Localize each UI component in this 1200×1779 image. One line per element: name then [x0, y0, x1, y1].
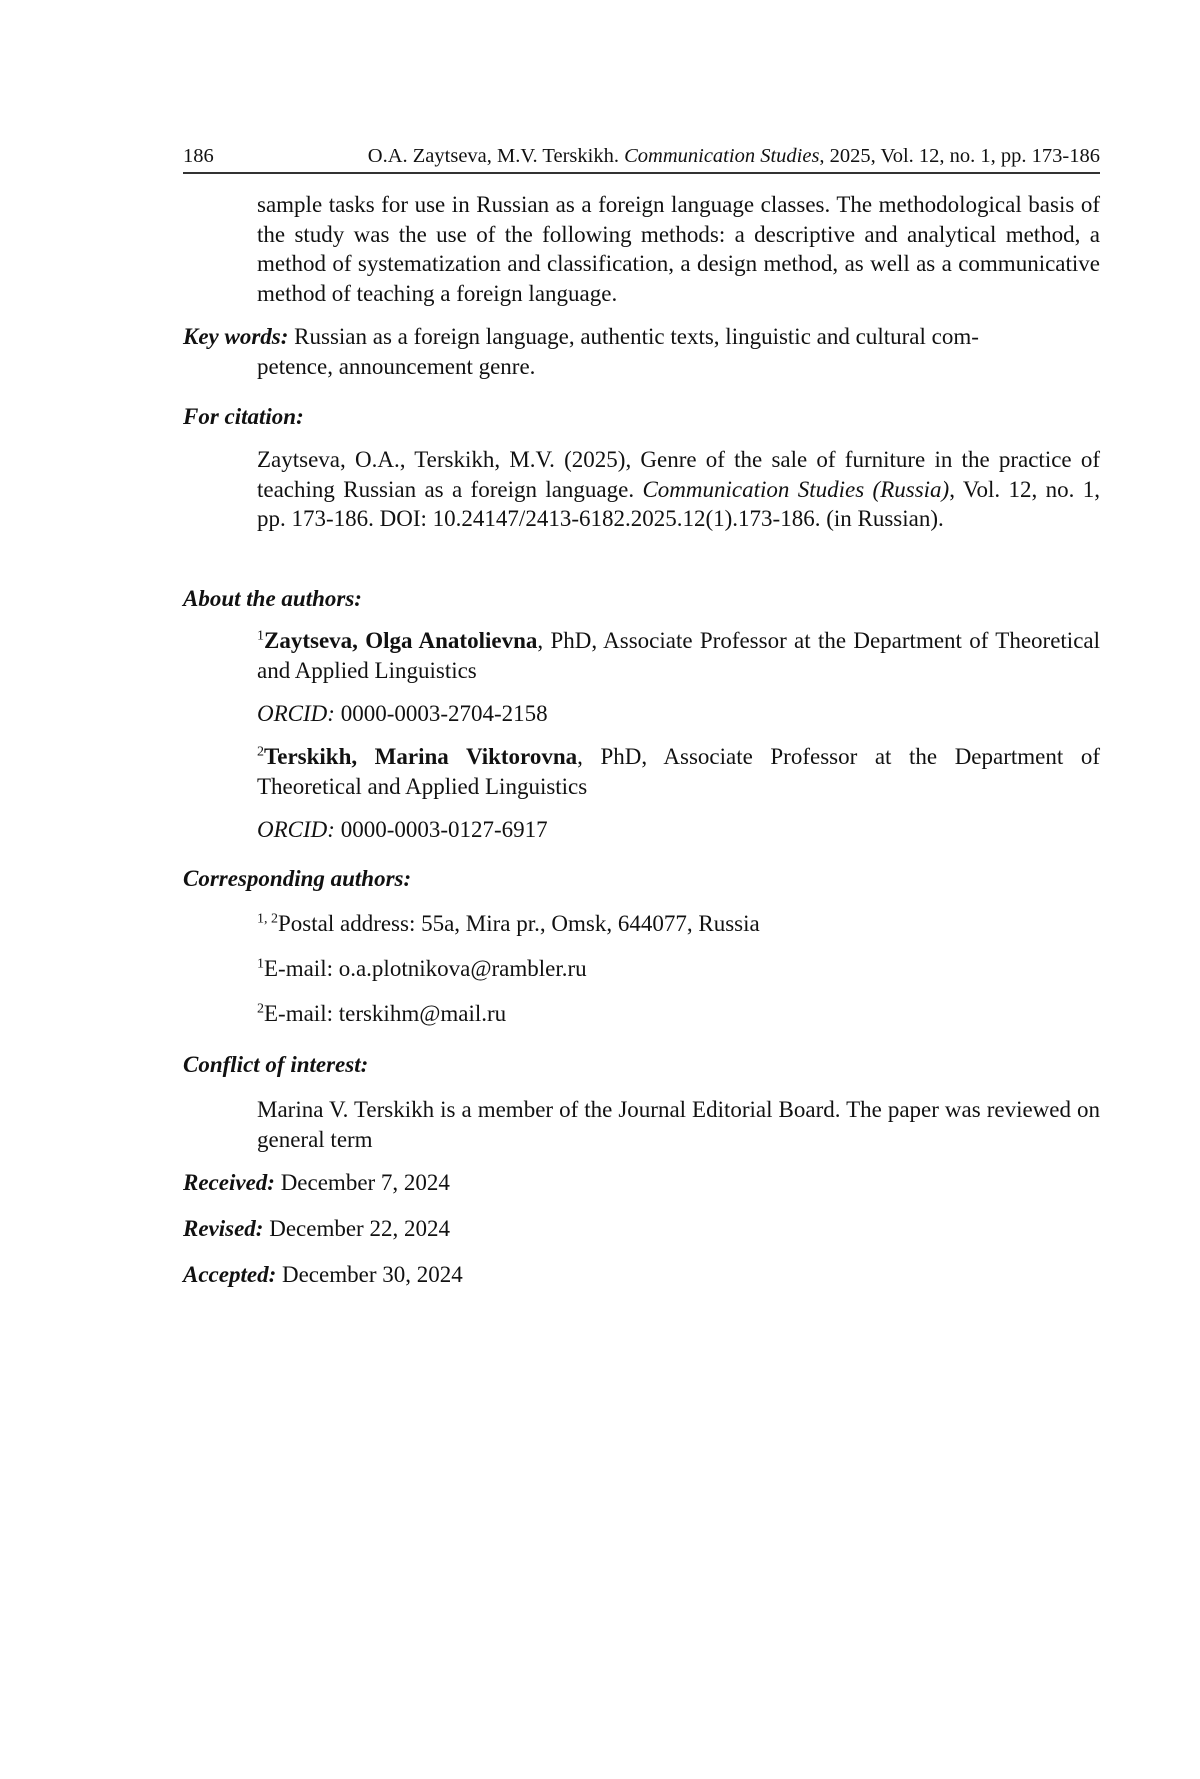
citation-part1: Zaytseva, O.A., Terskikh, M.V. (2025), Genre of the sale of furniture in the practice of teaching Russian as a foreign language.: [257, 447, 1100, 502]
running-header: [183, 145, 1100, 171]
orcid-label: ORCID:: [257, 701, 335, 726]
received-date: December 7, 2024: [274, 1170, 450, 1195]
citation-text: [257, 445, 1100, 534]
author-2-sup: 2: [257, 744, 264, 760]
postal-text: Postal address: 55a, Mira pr., Omsk, 644077, Russia: [278, 911, 760, 936]
author-2-desc: , PhD, Associate Professor at the Department of Theoretical and Applied Linguistics: [257, 744, 1100, 799]
email-2-text: E-mail: terskihm@mail.ru: [264, 1001, 507, 1026]
keywords-text: Russian as a foreign language, authentic texts, linguistic and cultural com-: [294, 324, 979, 349]
email-2-sup: 2: [257, 1001, 264, 1017]
revised-label: Revised:: [183, 1216, 264, 1241]
conflict-label: Conflict of interest:: [183, 1052, 369, 1077]
keywords-text-cont: petence, announcement genre.: [257, 353, 536, 379]
about-label: About the authors:: [183, 586, 362, 611]
conflict-text: Marina V. Terskikh is a member of the Journal Editorial Board. The paper was reviewed on general term: [257, 1097, 1100, 1152]
author-1-orcid: [257, 699, 1100, 729]
orcid-value: 0000-0003-0127-6917: [334, 817, 548, 842]
author-2-name: Terskikh, Marina Viktorovna: [264, 744, 578, 769]
email-2: [257, 999, 1100, 1029]
author-1: [257, 626, 1100, 685]
revised-date: December 22, 2024: [263, 1216, 450, 1241]
author-1-name: Zaytseva, Olga Anatolievna: [264, 628, 538, 653]
accepted-label: Accepted:: [183, 1262, 277, 1287]
corresponding-label: Corresponding authors:: [183, 866, 412, 891]
header-journal: Communication Studies: [624, 145, 820, 167]
email-1-text: E-mail: o.a.plotnikova@rambler.ru: [264, 956, 587, 981]
keywords: [183, 322, 1100, 381]
header-details: , 2025, Vol. 12, no. 1, pp. 173-186: [819, 145, 1100, 167]
page-number: 186: [183, 145, 214, 167]
email-1-sup: 1: [257, 956, 264, 972]
accepted: [183, 1262, 463, 1288]
author-1-sup: 1: [257, 628, 264, 644]
abstract-continuation: sample tasks for use in Russian as a foreign language classes. The methodological basis of the study was the use of the following methods: a descriptive and analytical method, a method of systematization and classification, a design method, as well as a communicative method of teaching a foreign language.: [257, 192, 1100, 306]
postal-address: [257, 909, 1100, 939]
header-rule: [183, 172, 1100, 174]
orcid-label: ORCID:: [257, 817, 335, 842]
citation-journal: Communication Studies (Russia): [642, 476, 950, 502]
received: [183, 1170, 450, 1196]
accepted-date: December 30, 2024: [276, 1262, 463, 1287]
email-1: [257, 954, 1100, 984]
author-2: [257, 742, 1100, 801]
citation-label: For citation:: [183, 404, 304, 429]
revised: [183, 1216, 450, 1242]
header-authors: O.A. Zaytseva, M.V. Terskikh.: [367, 145, 619, 167]
keywords-label: Key words:: [183, 324, 289, 349]
orcid-value: 0000-0003-2704-2158: [334, 701, 548, 726]
author-1-desc: , PhD, Associate Professor at the Department of Theoretical and Applied Linguistics: [257, 628, 1101, 683]
received-label: Received:: [183, 1170, 275, 1195]
author-2-orcid: [257, 815, 1100, 845]
running-title: [368, 145, 1100, 168]
postal-sup: 1, 2: [257, 911, 278, 927]
citation-part2: , Vol. 12, no. 1, pp. 173-186. DOI: 10.24147/2413-6182.2025.12(1).173-186. (in Russian).: [257, 476, 1100, 531]
